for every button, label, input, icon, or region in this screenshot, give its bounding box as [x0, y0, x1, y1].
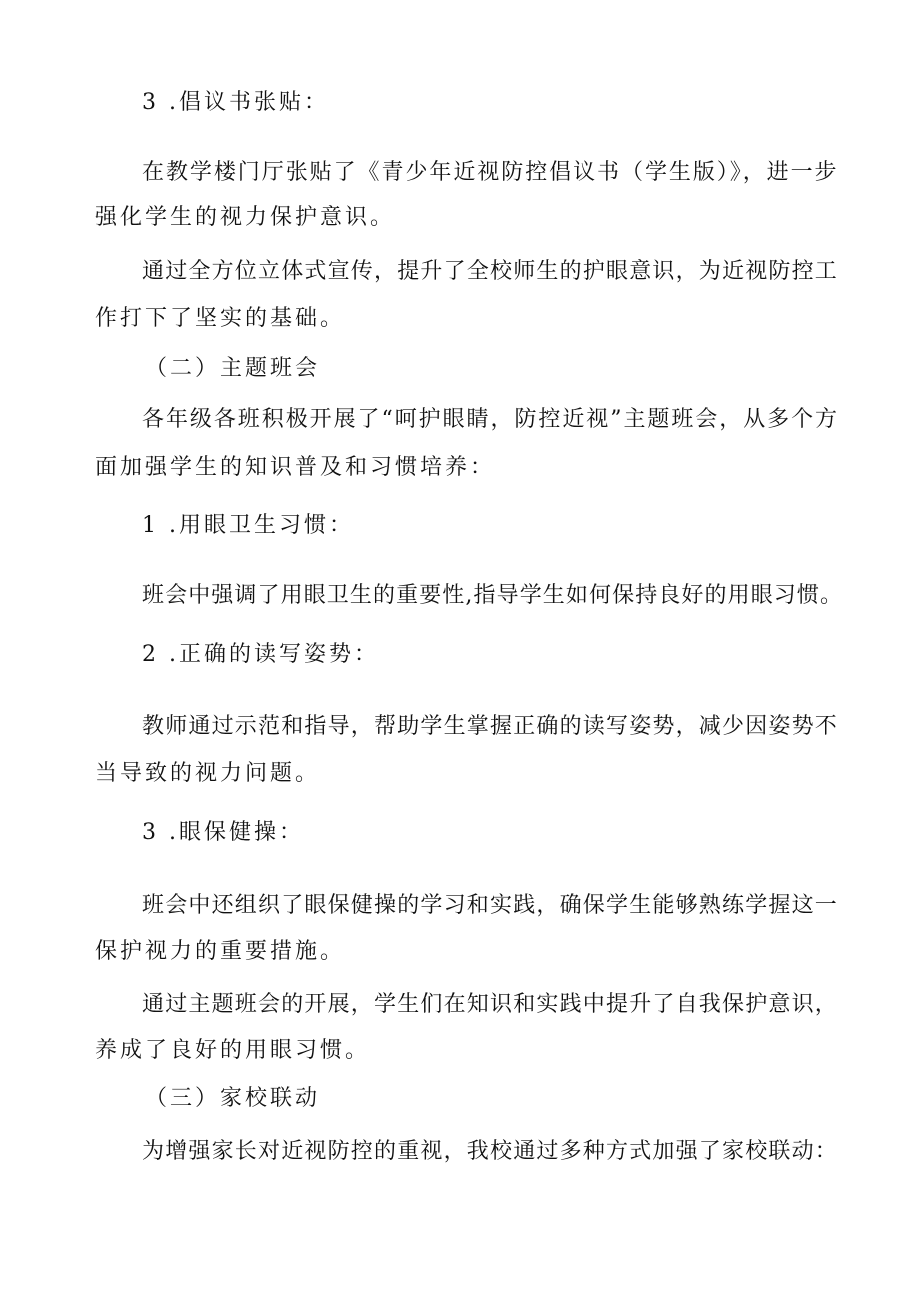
- paragraph-line: 班会中强调了用眼卫生的重要性,指导学生如何保持良好的用眼习惯。: [142, 583, 844, 608]
- paragraph-line: 当导致的视力问题。: [95, 761, 321, 786]
- section-heading-class-meeting: （二）主题班会: [145, 356, 321, 381]
- list-heading-posture: 2 .正确的读写姿势：: [142, 642, 379, 667]
- paragraph-line: 为增强家长对近视防控的重视，我校通过多种方式加强了家校联动：: [142, 1139, 839, 1164]
- section-heading-home-school: （三）家校联动: [145, 1086, 321, 1111]
- paragraph-line: 教师通过示范和指导，帮助学生掌握正确的读写姿势，减少因姿势不: [142, 714, 839, 739]
- paragraph-line: 在教学楼门厅张贴了《青少年近视防控倡议书（学生版）》，进一步: [142, 160, 839, 185]
- paragraph-line: 通过主题班会的开展，学生们在知识和实践中提升了自我保护意识，: [142, 992, 839, 1017]
- paragraph-line: 各年级各班积极开展了“呵护眼睛，防控近视”主题班会，从多个方: [142, 407, 839, 432]
- paragraph-line: 通过全方位立体式宣传，提升了全校师生的护眼意识，为近视防控工: [142, 259, 839, 284]
- paragraph-line: 强化学生的视力保护意识。: [95, 205, 396, 230]
- list-heading-poster: 3 .倡议书张贴：: [142, 90, 329, 115]
- paragraph-line: 面加强学生的知识普及和习惯培养：: [95, 455, 496, 480]
- paragraph-line: 作打下了坚实的基础。: [95, 306, 346, 331]
- paragraph-line: 保护视力的重要措施。: [95, 939, 346, 964]
- list-heading-eye-hygiene: 1 .用眼卫生习惯：: [142, 513, 354, 538]
- paragraph-line: 养成了良好的用眼习惯。: [95, 1038, 371, 1063]
- paragraph-line: 班会中还组织了眼保健操的学习和实践，确保学生能够熟练学握这一: [142, 893, 839, 918]
- list-heading-eye-exercise: 3 .眼保健操：: [142, 820, 304, 845]
